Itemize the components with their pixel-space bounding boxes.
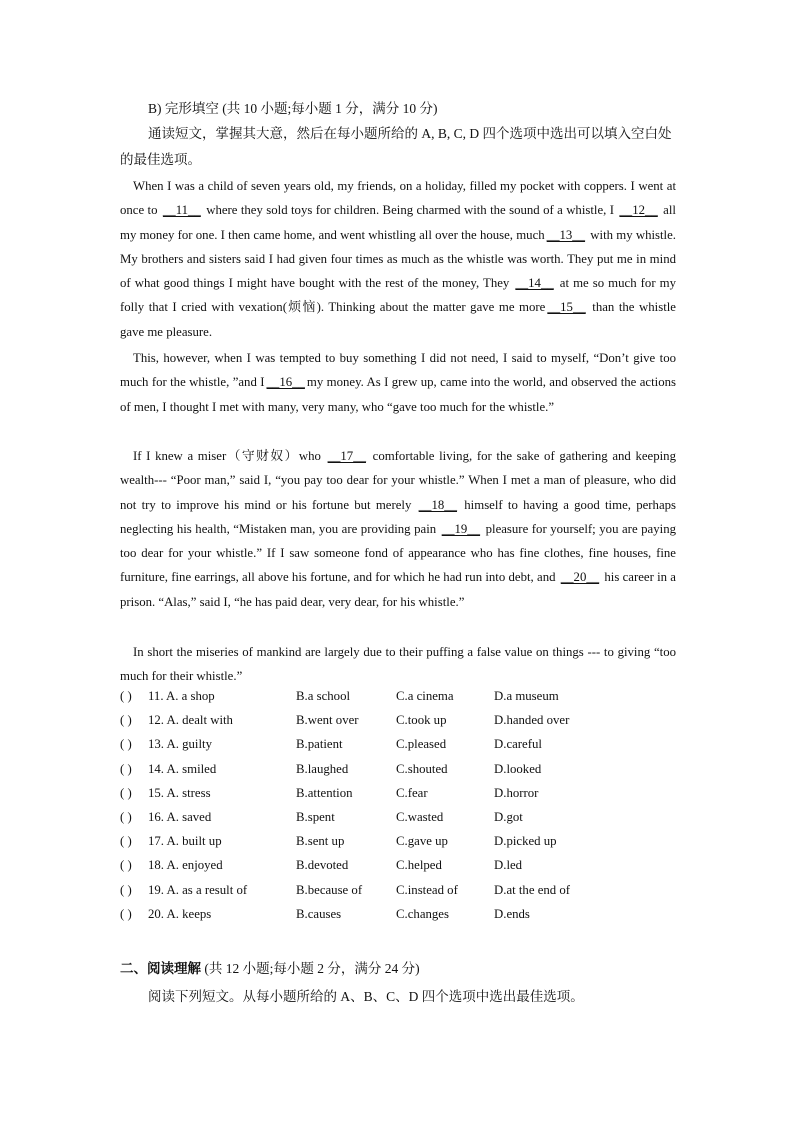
- option-row-11: [120, 689, 680, 713]
- option-d: D.got: [494, 809, 523, 824]
- option-row-19: [120, 883, 680, 907]
- text: where they sold toys for children. Being charmed with the sound of a whistle, I: [202, 203, 618, 218]
- text: his career in a prison. “Alas,” said I, “he has paid dear, very dear, for his whistle.”: [120, 570, 676, 609]
- blank-15: __15__: [547, 300, 586, 315]
- option-d: D.handed over: [494, 713, 570, 728]
- blank-11: __11__: [162, 203, 201, 218]
- option-d: D.looked: [494, 761, 542, 776]
- part-two-instruction: 阅读下列短文。从每小题所给的 A、B、C、D 四个选项中选出最佳选项。: [148, 989, 584, 1004]
- answer-parenthesis: ( ): [120, 858, 132, 873]
- option-b: B.attention: [296, 785, 353, 800]
- option-row-18: [120, 858, 680, 882]
- option-c: C.shouted: [396, 761, 448, 776]
- option-c: C.wasted: [396, 809, 444, 824]
- option-d: D.a museum: [494, 689, 559, 703]
- option-b: B.laughed: [296, 761, 349, 776]
- option-b: B.spent: [296, 809, 335, 824]
- options-list: [120, 689, 680, 931]
- option-c: C.instead of: [396, 882, 458, 897]
- option-a: 16. A. saved: [148, 809, 212, 824]
- text: This, however, when I was tempted to buy something I did not need, I said to myself, “Don’t give too much for the whistle, ”and I: [120, 351, 676, 390]
- answer-parenthesis: ( ): [120, 785, 132, 800]
- option-a: 19. A. as a result of: [148, 882, 248, 897]
- option-d: D.ends: [494, 906, 530, 921]
- option-b: B.devoted: [296, 858, 349, 873]
- option-a: 20. A. keeps: [148, 906, 212, 921]
- option-c: C.helped: [396, 858, 442, 873]
- text: If I knew a miser（守财奴）who: [133, 449, 326, 463]
- answer-parenthesis: ( ): [120, 834, 132, 849]
- answer-parenthesis: ( ): [120, 713, 132, 728]
- option-row-13: [120, 737, 680, 761]
- option-row-15: [120, 786, 680, 810]
- option-c: C.a cinema: [396, 689, 454, 703]
- text: my money. As I grew up, came into the world, and observed the actions of men, I thought I met with many, very many, who “gave too much for the whistle.”: [120, 375, 676, 414]
- passage-paragraph-4: In short the miseries of mankind are largely due to their puffing a false value on things --- to giving “too much for their whistle.”: [120, 645, 676, 684]
- answer-parenthesis: ( ): [120, 906, 132, 921]
- option-a: 18. A. enjoyed: [148, 858, 223, 873]
- text: himself to having a good time, perhaps neglecting his health, “Mistaken man, you are providing pain: [120, 497, 676, 536]
- text: all my money for one. I then came home, and went whistling all over the house, much: [120, 203, 676, 242]
- text: than the whistle gave me pleasure.: [120, 300, 676, 339]
- option-d: D.at the end of: [494, 882, 571, 897]
- blank-12: __12__: [619, 203, 658, 218]
- passage-paragraph-3: [120, 444, 676, 614]
- option-d: D.careful: [494, 737, 542, 752]
- option-d: D.led: [494, 858, 523, 873]
- option-row-12: [120, 713, 680, 737]
- option-d: D.horror: [494, 785, 539, 800]
- option-a: 14. A. smiled: [148, 761, 217, 776]
- option-a: 12. A. dealt with: [148, 713, 233, 728]
- option-row-16: [120, 810, 680, 834]
- answer-parenthesis: ( ): [120, 761, 132, 776]
- answer-parenthesis: ( ): [120, 882, 132, 897]
- option-c: C.gave up: [396, 834, 448, 849]
- blank-17: __17__: [327, 449, 366, 463]
- answer-parenthesis: ( ): [120, 809, 132, 824]
- blank-16: __16__: [266, 375, 305, 390]
- part-two-heading: [120, 957, 420, 977]
- option-a: 17. A. built up: [148, 834, 222, 849]
- passage-paragraph-1: [120, 174, 676, 344]
- text: at me so much for my folly that I cried with vexation(烦恼). Thinking about the matter gave me more: [120, 276, 676, 315]
- option-a: 13. A. guilty: [148, 737, 212, 752]
- answer-parenthesis: ( ): [120, 689, 132, 703]
- option-b: B.causes: [296, 906, 342, 921]
- option-row-20: [120, 907, 680, 931]
- part-two-title: 二、阅读理解: [120, 961, 201, 976]
- passage-paragraph-2: [120, 346, 676, 419]
- section-b-instruction: 通读短文，掌握其大意，然后在每小题所给的 A, B, C, D 四个选项中选出可以填入空白处的最佳选项。: [120, 126, 672, 167]
- option-b: B.sent up: [296, 834, 345, 849]
- blank-13: __13__: [546, 227, 586, 242]
- option-a: 15. A. stress: [148, 785, 211, 800]
- option-b: B.patient: [296, 737, 343, 752]
- option-c: C.fear: [396, 785, 428, 800]
- text: comfortable living, for the sake of gathering and keeping wealth--- “Poor man,” said I, “you pay too dear for your whistle.” When I met a man of pleasure, who did not try to improve his mind or his fortune but merely: [120, 449, 676, 512]
- option-c: C.pleased: [396, 737, 447, 752]
- option-b: B.a school: [296, 689, 351, 703]
- blank-20: __20__: [560, 570, 600, 585]
- text: When I was a child of seven years old, my friends, on a holiday, filled my pocket with coppers. I went at once to: [120, 179, 676, 218]
- answer-parenthesis: ( ): [120, 737, 132, 752]
- blank-14: __14__: [515, 276, 554, 291]
- option-a: 11. A. a shop: [148, 689, 215, 703]
- text: with my whistle. My brothers and sisters said I had given four times as much as the whistle was worth. They put me in mind of what good things I might have bought with the rest of the money, They: [120, 227, 676, 291]
- option-d: D.picked up: [494, 834, 557, 849]
- option-b: B.went over: [296, 713, 359, 728]
- option-c: C.changes: [396, 906, 449, 921]
- part-two-note: (共 12 小题;每小题 2 分，满分 24 分): [201, 961, 420, 976]
- section-b-title: B) 完形填空 (共 10 小题;每小题 1 分，满分 10 分): [148, 101, 438, 116]
- blank-18: __18__: [418, 497, 458, 512]
- option-row-14: [120, 762, 680, 786]
- option-b: B.because of: [296, 882, 363, 897]
- blank-19: __19__: [441, 521, 481, 536]
- option-row-17: [120, 834, 680, 858]
- text: pleasure for yourself; you are paying too dear for your whistle.” If I saw someone fond of appearance who has fine clothes, fine houses, fine furniture, fine earrings, all above his fortune, and for which he had run into debt, and: [120, 521, 676, 585]
- option-c: C.took up: [396, 713, 447, 728]
